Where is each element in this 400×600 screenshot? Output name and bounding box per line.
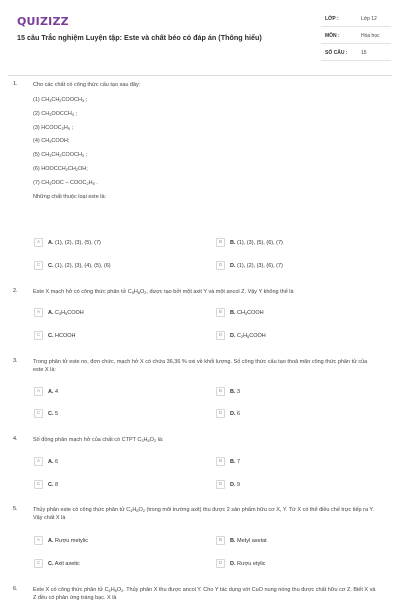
header-divider [8, 75, 392, 76]
question-number: 6. [13, 586, 18, 592]
option-letter-box: C [34, 261, 43, 270]
question-text: Thủy phân este có công thức phân tử $C_4H_8O_2$ (trong môi trường axit) thu được 2 sản phẩm hữu cơ X, Y. Từ X có thể điều chế trực tiếp ra Y. Vậy chất X là [33, 507, 374, 521]
option-text: (1), (2), (3), (5), (7) [55, 239, 101, 246]
question-number: 2. [13, 288, 18, 294]
option-letter-box: A [34, 387, 43, 396]
option-prefix: A. [48, 537, 54, 544]
option-text: $C_2H_5COOH$ [237, 332, 266, 339]
option-letter-box: A [34, 457, 43, 466]
option-text: 5 [55, 410, 59, 417]
meta-value: 15 [361, 50, 367, 56]
option-prefix: D. [230, 560, 236, 567]
option-text: Axit axetic [54, 560, 80, 567]
option-prefix: B. [230, 239, 236, 246]
option-letter-box: B [216, 308, 225, 317]
meta-value: Hóa học [361, 33, 380, 39]
option-prefix: A. [48, 239, 54, 246]
formula-line: (4) $CH_3COOH$; [33, 138, 70, 145]
option-prefix: D. [230, 481, 236, 488]
option-letter-box: A [34, 308, 43, 317]
question-number: 3. [13, 358, 18, 364]
question-number: 5. [13, 506, 18, 512]
option-text: HCOOH [55, 332, 76, 339]
option-letter-box: B [216, 536, 225, 545]
formula-line: (3) $HCOOC_2H_5$ ; [33, 124, 74, 131]
option-letter-box: A [34, 238, 43, 247]
option-letter-box: C [34, 559, 43, 568]
worksheet-meta-table [321, 10, 391, 61]
option-text: 3 [237, 388, 241, 395]
option-prefix: C. [48, 410, 54, 417]
question-formula-list [33, 97, 333, 200]
formula-line: (5) $CH_3CH_2COOCH_3$ ; [33, 152, 88, 159]
option-text: 6 [55, 458, 59, 465]
option-prefix: A. [48, 309, 54, 316]
option-text: Rượu etylic [237, 560, 266, 567]
option-prefix: C. [48, 560, 54, 567]
option-letter-box: D [216, 480, 225, 489]
option-text: $CH_3COOH$ [237, 309, 264, 316]
option-prefix: D. [230, 410, 236, 417]
option-text: 7 [237, 458, 241, 465]
option-letter-box: B [216, 238, 225, 247]
option-letter-box: C [34, 480, 43, 489]
question-number: 4. [13, 436, 18, 442]
option-prefix: C. [48, 262, 54, 269]
formula-line: (1) $CH_3CH_2COOCH_3$ ; [33, 97, 88, 103]
option-prefix: B. [230, 458, 236, 465]
option-text: 4 [55, 388, 59, 395]
option-text: $C_3H_5COOH$ [55, 309, 84, 316]
option-prefix: B. [230, 537, 236, 544]
formula-line: (7) $CH_3OOC$ – $COOC_2H_5$ . [33, 179, 98, 186]
option-letter-box: C [34, 331, 43, 340]
option-prefix: C. [48, 332, 54, 339]
option-letter-box: D [216, 331, 225, 340]
meta-row-subject [321, 27, 391, 44]
option-letter-box: D [216, 409, 225, 418]
meta-value: Lớp 12 [361, 16, 377, 22]
question-prompt: Những chất thuộc loại este là: [33, 193, 107, 200]
option-prefix: C. [48, 481, 54, 488]
option-prefix: D. [230, 262, 236, 269]
option-text: Metyl axetat [237, 537, 267, 544]
formula-line: (6) $HOOCCH_2CH_2OH$; [33, 165, 88, 172]
option-letter-box: C [34, 409, 43, 418]
option-prefix: A. [48, 458, 54, 465]
option-letter-box: D [216, 559, 225, 568]
option-letter-box: D [216, 261, 225, 270]
question-number: 1. [13, 81, 18, 87]
option-letter-box: B [216, 457, 225, 466]
option-prefix: A. [48, 388, 54, 395]
quizizz-logo: QUIZIZZ [17, 15, 69, 28]
formula-line: (2) $CH_3OOCCH_3$ ; [33, 110, 78, 117]
question-text: Este X mạch hở có công thức phân tử $C_5H_8O_2$, được tạo bởi một axit Y và một ancol Z. Vậy Y không thể là [33, 289, 294, 295]
question-text: Este X có công thức phân tử $C_4H_8O_2$. Thủy phân X thu được ancol Y. Cho Y tác dụng với CuO nung nóng thu được chất hữu cơ Z. Biết X và Z đều có phản ứng tráng bạc. X là [33, 587, 376, 600]
question-text: Cho các chất có công thức cấu tạo sau đây: [33, 82, 141, 88]
meta-key: LỚP : [325, 16, 339, 22]
option-prefix: B. [230, 388, 236, 395]
meta-key: MÔN : [325, 33, 340, 39]
option-text: 6 [237, 410, 241, 417]
option-letter-box: B [216, 387, 225, 396]
option-text: (1), (3), (5), (6), (7) [237, 239, 283, 246]
question-text: Số đồng phân mạch hở của chất có CTPT $C_3H_6O_2$ là: [33, 437, 164, 443]
option-text: 8 [55, 481, 59, 488]
meta-key: SỐ CÂU : [325, 50, 348, 56]
worksheet-title: 15 câu Trắc nghiệm Luyện tập: Este và chất béo có đáp án (Thông hiểu) [17, 33, 262, 42]
option-prefix: B. [230, 309, 236, 316]
option-prefix: D. [230, 332, 236, 339]
option-text: (1), (2), (3), (6), (7) [237, 262, 283, 269]
option-letter-box: A [34, 536, 43, 545]
meta-row-class [321, 10, 391, 27]
meta-row-count [321, 44, 391, 61]
question-text: Trong phân tử este no, đơn chức, mạch hở X có chứa 36,36 % oxi về khối lượng. Số công thức cấu tạo thoả mãn công thức phân tử của este X là: [33, 359, 368, 373]
option-text: 9 [237, 481, 241, 488]
option-text: Rượu metylic [55, 537, 88, 544]
option-text: (1), (2), (3), (4), (5), (6) [55, 262, 111, 269]
